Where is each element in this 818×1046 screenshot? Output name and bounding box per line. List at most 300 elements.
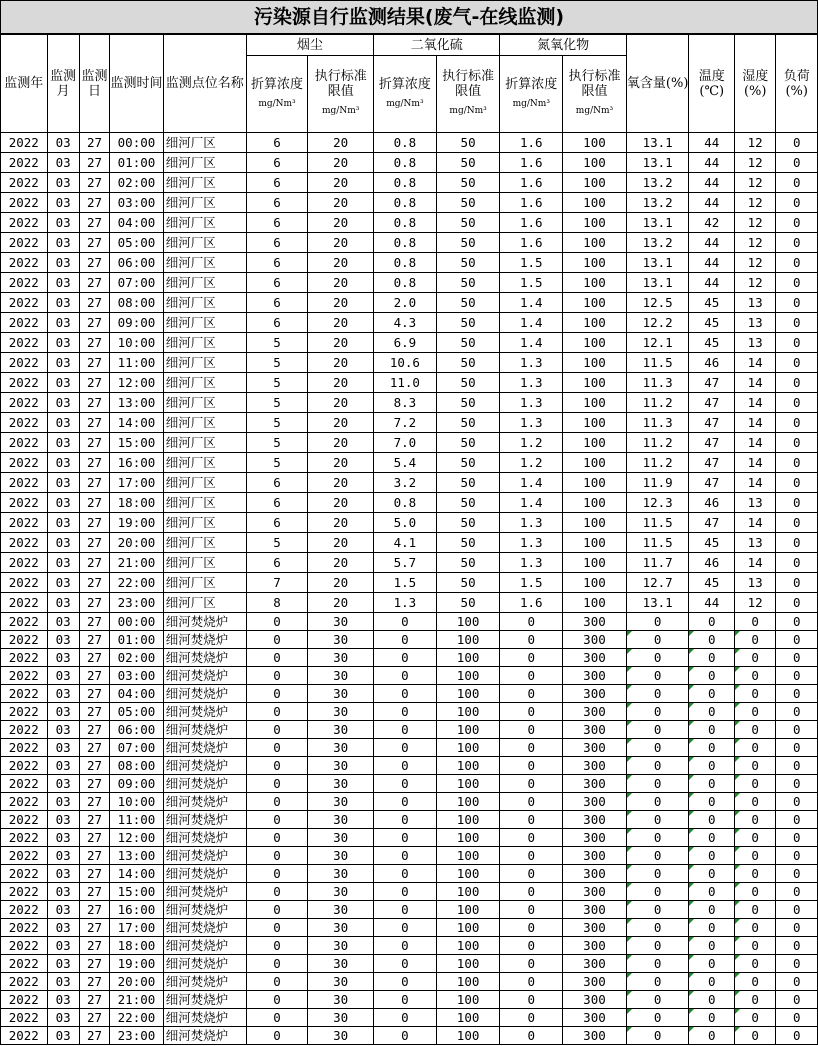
cell-humidity: 13 <box>734 573 775 593</box>
cell-nox-limit: 300 <box>563 937 627 955</box>
cell-year: 2022 <box>1 703 48 721</box>
cell-nox-limit: 100 <box>563 313 627 333</box>
cell-dust-conv: 5 <box>246 533 308 553</box>
cell-humidity: 0 <box>734 937 775 955</box>
cell-day: 27 <box>79 811 109 829</box>
cell-nox-conv: 0 <box>500 613 563 631</box>
cell-month: 03 <box>47 811 79 829</box>
cell-nox-conv: 0 <box>500 685 563 703</box>
cell-month: 03 <box>47 333 79 353</box>
cell-time: 05:00 <box>110 703 164 721</box>
table-row <box>1 513 818 533</box>
cell-load: 0 <box>776 493 818 513</box>
cell-dust-limit: 30 <box>308 667 374 685</box>
cell-so2-limit: 100 <box>436 991 500 1009</box>
cell-load: 0 <box>776 453 818 473</box>
cell-dust-limit: 20 <box>308 193 374 213</box>
cell-dust-limit: 20 <box>308 553 374 573</box>
cell-nox-conv: 0 <box>500 865 563 883</box>
cell-dust-conv: 5 <box>246 453 308 473</box>
cell-humidity: 0 <box>734 919 775 937</box>
cell-dust-limit: 30 <box>308 883 374 901</box>
cell-dust-limit: 30 <box>308 937 374 955</box>
cell-site: 细河厂区 <box>163 353 246 373</box>
cell-dust-conv: 6 <box>246 493 308 513</box>
cell-dust-limit: 30 <box>308 613 374 631</box>
cell-o2: 0 <box>626 721 689 739</box>
cell-site: 细河厂区 <box>163 453 246 473</box>
cell-dust-conv: 5 <box>246 413 308 433</box>
cell-nox-limit: 100 <box>563 333 627 353</box>
cell-nox-conv: 0 <box>500 829 563 847</box>
cell-time: 05:00 <box>110 233 164 253</box>
cell-site: 细河焚烧炉 <box>163 1009 246 1027</box>
cell-o2: 0 <box>626 991 689 1009</box>
cell-dust-limit: 20 <box>308 133 374 153</box>
cell-month: 03 <box>47 955 79 973</box>
cell-nox-conv: 1.6 <box>500 593 563 613</box>
cell-o2: 0 <box>626 865 689 883</box>
cell-humidity: 0 <box>734 703 775 721</box>
cell-o2: 12.7 <box>626 573 689 593</box>
cell-dust-conv: 5 <box>246 333 308 353</box>
cell-temp: 47 <box>689 453 734 473</box>
cell-time: 11:00 <box>110 353 164 373</box>
cell-site: 细河厂区 <box>163 133 246 153</box>
cell-year: 2022 <box>1 573 48 593</box>
cell-humidity: 0 <box>734 613 775 631</box>
cell-so2-conv: 7.2 <box>374 413 437 433</box>
cell-temp: 47 <box>689 373 734 393</box>
header-day: 监测日 <box>79 35 109 133</box>
cell-so2-conv: 0 <box>374 631 437 649</box>
cell-time: 00:00 <box>110 133 164 153</box>
cell-site: 细河厂区 <box>163 233 246 253</box>
cell-load: 0 <box>776 883 818 901</box>
cell-temp: 45 <box>689 573 734 593</box>
cell-load: 0 <box>776 413 818 433</box>
cell-load: 0 <box>776 703 818 721</box>
cell-so2-limit: 100 <box>436 721 500 739</box>
header-unit: mg/Nm³ <box>449 106 487 116</box>
cell-year: 2022 <box>1 613 48 631</box>
cell-site: 细河焚烧炉 <box>163 883 246 901</box>
cell-load: 0 <box>776 757 818 775</box>
cell-dust-conv: 6 <box>246 293 308 313</box>
cell-so2-limit: 100 <box>436 865 500 883</box>
cell-so2-limit: 50 <box>436 453 500 473</box>
cell-site: 细河焚烧炉 <box>163 703 246 721</box>
cell-load: 0 <box>776 847 818 865</box>
table-row <box>1 991 818 1009</box>
cell-dust-limit: 30 <box>308 703 374 721</box>
cell-time: 23:00 <box>110 1027 164 1045</box>
cell-nox-conv: 0 <box>500 793 563 811</box>
cell-load: 0 <box>776 233 818 253</box>
cell-humidity: 13 <box>734 533 775 553</box>
cell-temp: 46 <box>689 493 734 513</box>
cell-so2-limit: 50 <box>436 313 500 333</box>
cell-nox-limit: 100 <box>563 133 627 153</box>
cell-temp: 47 <box>689 393 734 413</box>
cell-so2-limit: 50 <box>436 513 500 533</box>
header-unit: mg/Nm³ <box>512 98 550 109</box>
cell-humidity: 13 <box>734 313 775 333</box>
cell-humidity: 0 <box>734 1027 775 1045</box>
cell-year: 2022 <box>1 793 48 811</box>
cell-day: 27 <box>79 133 109 153</box>
cell-time: 07:00 <box>110 273 164 293</box>
cell-nox-limit: 300 <box>563 1027 627 1045</box>
header-limit-label: 执行标准限值 <box>442 69 495 99</box>
cell-so2-conv: 0 <box>374 685 437 703</box>
cell-dust-limit: 20 <box>308 253 374 273</box>
cell-nox-conv: 0 <box>500 955 563 973</box>
cell-nox-limit: 300 <box>563 703 627 721</box>
cell-time: 13:00 <box>110 393 164 413</box>
header-o2: 氧含量(%) <box>626 35 689 133</box>
cell-so2-conv: 4.1 <box>374 533 437 553</box>
cell-nox-limit: 100 <box>563 593 627 613</box>
cell-dust-limit: 20 <box>308 353 374 373</box>
cell-nox-conv: 0 <box>500 721 563 739</box>
cell-nox-conv: 1.3 <box>500 353 563 373</box>
cell-day: 27 <box>79 1009 109 1027</box>
cell-day: 27 <box>79 433 109 453</box>
cell-so2-limit: 100 <box>436 919 500 937</box>
cell-dust-limit: 30 <box>308 955 374 973</box>
cell-nox-conv: 0 <box>500 631 563 649</box>
cell-nox-conv: 0 <box>500 667 563 685</box>
cell-temp: 0 <box>689 721 734 739</box>
table-row <box>1 593 818 613</box>
cell-o2: 11.5 <box>626 353 689 373</box>
cell-so2-limit: 100 <box>436 901 500 919</box>
cell-nox-conv: 1.3 <box>500 513 563 533</box>
cell-dust-conv: 6 <box>246 513 308 533</box>
cell-day: 27 <box>79 649 109 667</box>
cell-o2: 13.2 <box>626 193 689 213</box>
cell-year: 2022 <box>1 739 48 757</box>
cell-load: 0 <box>776 433 818 453</box>
cell-nox-conv: 0 <box>500 883 563 901</box>
cell-dust-limit: 30 <box>308 721 374 739</box>
cell-temp: 0 <box>689 811 734 829</box>
cell-year: 2022 <box>1 937 48 955</box>
cell-month: 03 <box>47 573 79 593</box>
header-group-dust: 烟尘 <box>246 35 373 56</box>
header-limit-label: 执行标准限值 <box>314 69 367 99</box>
cell-humidity: 12 <box>734 153 775 173</box>
cell-temp: 47 <box>689 413 734 433</box>
cell-year: 2022 <box>1 193 48 213</box>
cell-so2-limit: 50 <box>436 593 500 613</box>
cell-load: 0 <box>776 473 818 493</box>
cell-site: 细河厂区 <box>163 173 246 193</box>
cell-dust-conv: 0 <box>246 829 308 847</box>
cell-dust-limit: 30 <box>308 973 374 991</box>
cell-nox-limit: 100 <box>563 293 627 313</box>
cell-dust-conv: 0 <box>246 1009 308 1027</box>
cell-load: 0 <box>776 775 818 793</box>
cell-nox-conv: 1.4 <box>500 293 563 313</box>
cell-time: 01:00 <box>110 153 164 173</box>
cell-temp: 47 <box>689 513 734 533</box>
cell-nox-conv: 1.4 <box>500 313 563 333</box>
cell-humidity: 0 <box>734 721 775 739</box>
cell-time: 14:00 <box>110 865 164 883</box>
cell-load: 0 <box>776 901 818 919</box>
cell-so2-conv: 0 <box>374 667 437 685</box>
cell-year: 2022 <box>1 811 48 829</box>
cell-site: 细河厂区 <box>163 533 246 553</box>
cell-year: 2022 <box>1 919 48 937</box>
cell-o2: 13.2 <box>626 173 689 193</box>
cell-month: 03 <box>47 613 79 631</box>
cell-nox-limit: 300 <box>563 667 627 685</box>
cell-dust-conv: 6 <box>246 553 308 573</box>
cell-nox-limit: 300 <box>563 757 627 775</box>
cell-dust-conv: 8 <box>246 593 308 613</box>
cell-temp: 0 <box>689 829 734 847</box>
cell-dust-limit: 20 <box>308 573 374 593</box>
cell-humidity: 14 <box>734 473 775 493</box>
cell-so2-conv: 5.4 <box>374 453 437 473</box>
header-unit: mg/Nm³ <box>386 98 424 109</box>
cell-nox-conv: 0 <box>500 649 563 667</box>
cell-so2-limit: 50 <box>436 213 500 233</box>
cell-day: 27 <box>79 413 109 433</box>
cell-month: 03 <box>47 413 79 433</box>
cell-year: 2022 <box>1 991 48 1009</box>
cell-so2-conv: 0 <box>374 955 437 973</box>
cell-so2-conv: 11.0 <box>374 373 437 393</box>
cell-load: 0 <box>776 593 818 613</box>
cell-humidity: 14 <box>734 553 775 573</box>
cell-day: 27 <box>79 473 109 493</box>
cell-load: 0 <box>776 919 818 937</box>
cell-site: 细河焚烧炉 <box>163 757 246 775</box>
cell-dust-conv: 6 <box>246 173 308 193</box>
cell-nox-limit: 100 <box>563 213 627 233</box>
cell-nox-limit: 100 <box>563 533 627 553</box>
cell-humidity: 12 <box>734 253 775 273</box>
cell-time: 19:00 <box>110 513 164 533</box>
cell-o2: 0 <box>626 937 689 955</box>
cell-site: 细河焚烧炉 <box>163 613 246 631</box>
cell-site: 细河厂区 <box>163 333 246 353</box>
cell-nox-conv: 0 <box>500 703 563 721</box>
cell-o2: 11.7 <box>626 553 689 573</box>
cell-month: 03 <box>47 493 79 513</box>
cell-so2-limit: 100 <box>436 955 500 973</box>
cell-nox-limit: 300 <box>563 811 627 829</box>
table-row <box>1 373 818 393</box>
cell-dust-conv: 0 <box>246 919 308 937</box>
header-so2-conv <box>374 56 437 133</box>
table-row <box>1 613 818 631</box>
cell-o2: 11.2 <box>626 453 689 473</box>
header-dust-limit <box>308 56 374 133</box>
cell-dust-limit: 30 <box>308 811 374 829</box>
cell-humidity: 0 <box>734 973 775 991</box>
cell-dust-limit: 20 <box>308 473 374 493</box>
cell-so2-limit: 100 <box>436 613 500 631</box>
cell-humidity: 0 <box>734 1009 775 1027</box>
cell-day: 27 <box>79 991 109 1009</box>
cell-month: 03 <box>47 473 79 493</box>
cell-so2-conv: 4.3 <box>374 313 437 333</box>
table-row <box>1 353 818 373</box>
cell-o2: 11.9 <box>626 473 689 493</box>
cell-day: 27 <box>79 493 109 513</box>
cell-so2-limit: 50 <box>436 573 500 593</box>
cell-dust-limit: 30 <box>308 775 374 793</box>
cell-temp: 0 <box>689 739 734 757</box>
cell-nox-conv: 1.3 <box>500 413 563 433</box>
cell-so2-limit: 100 <box>436 829 500 847</box>
cell-humidity: 13 <box>734 293 775 313</box>
cell-temp: 0 <box>689 685 734 703</box>
cell-nox-limit: 100 <box>563 573 627 593</box>
cell-dust-limit: 20 <box>308 513 374 533</box>
cell-load: 0 <box>776 393 818 413</box>
table-row <box>1 667 818 685</box>
cell-so2-conv: 0.8 <box>374 133 437 153</box>
cell-time: 13:00 <box>110 847 164 865</box>
cell-site: 细河焚烧炉 <box>163 829 246 847</box>
cell-year: 2022 <box>1 513 48 533</box>
cell-month: 03 <box>47 293 79 313</box>
header-conv-label: 折算浓度 <box>250 76 303 92</box>
cell-site: 细河焚烧炉 <box>163 739 246 757</box>
cell-year: 2022 <box>1 865 48 883</box>
cell-nox-conv: 0 <box>500 937 563 955</box>
cell-so2-conv: 0.8 <box>374 213 437 233</box>
header-time: 监测时间 <box>110 35 164 133</box>
cell-so2-limit: 50 <box>436 353 500 373</box>
cell-dust-conv: 0 <box>246 613 308 631</box>
cell-time: 20:00 <box>110 533 164 553</box>
cell-time: 11:00 <box>110 811 164 829</box>
cell-site: 细河焚烧炉 <box>163 685 246 703</box>
cell-temp: 44 <box>689 253 734 273</box>
table-body <box>1 133 818 1045</box>
cell-temp: 0 <box>689 919 734 937</box>
cell-o2: 0 <box>626 883 689 901</box>
cell-nox-conv: 1.3 <box>500 533 563 553</box>
cell-day: 27 <box>79 1027 109 1045</box>
cell-dust-conv: 5 <box>246 373 308 393</box>
header-group-nox: 氮氧化物 <box>500 35 626 56</box>
table-row <box>1 721 818 739</box>
cell-nox-conv: 0 <box>500 739 563 757</box>
cell-site: 细河厂区 <box>163 253 246 273</box>
cell-nox-conv: 1.6 <box>500 173 563 193</box>
cell-so2-conv: 0 <box>374 739 437 757</box>
table-row <box>1 333 818 353</box>
cell-humidity: 14 <box>734 393 775 413</box>
cell-day: 27 <box>79 613 109 631</box>
cell-year: 2022 <box>1 973 48 991</box>
cell-year: 2022 <box>1 847 48 865</box>
cell-nox-conv: 1.6 <box>500 133 563 153</box>
cell-temp: 0 <box>689 631 734 649</box>
cell-dust-conv: 5 <box>246 353 308 373</box>
cell-dust-limit: 30 <box>308 919 374 937</box>
cell-temp: 0 <box>689 937 734 955</box>
cell-dust-limit: 20 <box>308 293 374 313</box>
cell-month: 03 <box>47 973 79 991</box>
cell-load: 0 <box>776 133 818 153</box>
cell-load: 0 <box>776 865 818 883</box>
cell-humidity: 12 <box>734 213 775 233</box>
cell-month: 03 <box>47 919 79 937</box>
cell-dust-conv: 0 <box>246 757 308 775</box>
cell-nox-conv: 0 <box>500 847 563 865</box>
cell-nox-conv: 0 <box>500 757 563 775</box>
cell-time: 16:00 <box>110 453 164 473</box>
cell-year: 2022 <box>1 173 48 193</box>
cell-nox-conv: 1.6 <box>500 233 563 253</box>
cell-o2: 0 <box>626 685 689 703</box>
table-row <box>1 573 818 593</box>
cell-year: 2022 <box>1 413 48 433</box>
cell-nox-limit: 300 <box>563 847 627 865</box>
cell-nox-conv: 0 <box>500 901 563 919</box>
cell-load: 0 <box>776 573 818 593</box>
cell-dust-limit: 20 <box>308 453 374 473</box>
cell-dust-conv: 0 <box>246 649 308 667</box>
cell-month: 03 <box>47 393 79 413</box>
cell-so2-conv: 0 <box>374 973 437 991</box>
cell-load: 0 <box>776 829 818 847</box>
table-row <box>1 413 818 433</box>
cell-so2-conv: 0 <box>374 991 437 1009</box>
cell-o2: 13.2 <box>626 233 689 253</box>
cell-month: 03 <box>47 233 79 253</box>
cell-so2-limit: 50 <box>436 393 500 413</box>
cell-load: 0 <box>776 533 818 553</box>
cell-nox-limit: 300 <box>563 991 627 1009</box>
cell-day: 27 <box>79 553 109 573</box>
cell-nox-limit: 300 <box>563 775 627 793</box>
cell-humidity: 14 <box>734 453 775 473</box>
cell-year: 2022 <box>1 253 48 273</box>
cell-so2-limit: 100 <box>436 883 500 901</box>
cell-month: 03 <box>47 1009 79 1027</box>
cell-humidity: 0 <box>734 811 775 829</box>
cell-year: 2022 <box>1 1027 48 1045</box>
cell-time: 06:00 <box>110 253 164 273</box>
cell-dust-limit: 20 <box>308 373 374 393</box>
cell-o2: 11.3 <box>626 373 689 393</box>
cell-temp: 0 <box>689 613 734 631</box>
cell-month: 03 <box>47 865 79 883</box>
cell-humidity: 0 <box>734 631 775 649</box>
cell-so2-conv: 0.8 <box>374 273 437 293</box>
cell-humidity: 13 <box>734 333 775 353</box>
cell-year: 2022 <box>1 493 48 513</box>
header-load: 负荷(%) <box>776 35 818 133</box>
cell-dust-conv: 0 <box>246 721 308 739</box>
cell-so2-conv: 0.8 <box>374 173 437 193</box>
cell-humidity: 12 <box>734 593 775 613</box>
header-conv-label: 折算浓度 <box>505 76 558 92</box>
cell-load: 0 <box>776 553 818 573</box>
cell-humidity: 0 <box>734 757 775 775</box>
cell-temp: 0 <box>689 973 734 991</box>
